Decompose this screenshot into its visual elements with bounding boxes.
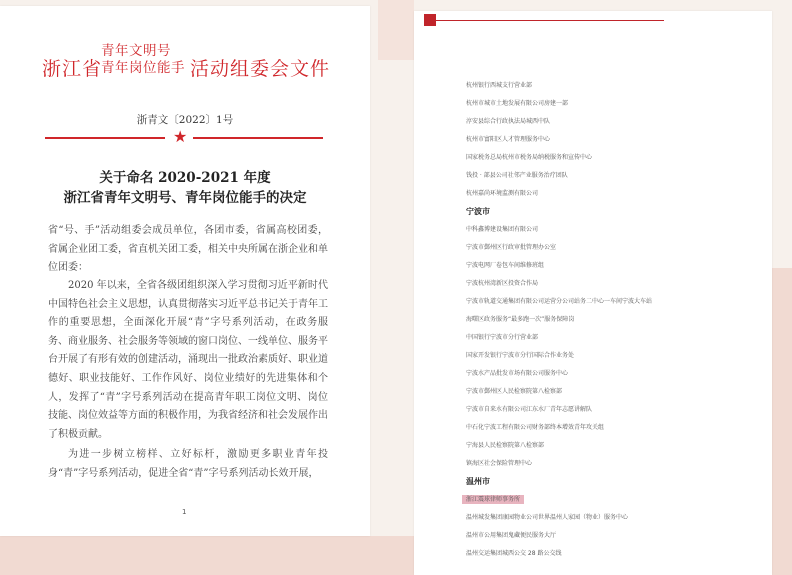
header-province: 浙江省	[42, 58, 103, 80]
city-heading-wenzhou: 温州市	[466, 477, 490, 486]
list-item: 宁波市轨道交通集团有限公司运营分公司站务二中心一车间宁波大车站	[466, 298, 653, 305]
header-activity-names	[101, 43, 185, 77]
list-item: 中石化宁波工程有限公司财务部终本增效青年攻关组	[466, 424, 605, 431]
list-item: 宁波市鄞州区人民检察院第八检察部	[466, 388, 563, 395]
list-item: 杭州嘉尚环境监测有限公司	[466, 190, 539, 197]
list-item: 钱投 · 部县公司社邻产业服务治疗团队	[466, 172, 568, 179]
document-title-line1: 关于命名 2020-2021 年度	[99, 170, 271, 186]
list-item: 国家税务总局杭州市税务局纳税服务和宣传中心	[466, 154, 593, 161]
page-number: 1	[182, 508, 187, 516]
list-item: 海曙区政务服务“最多跑一次”服务保障岗	[466, 316, 575, 323]
document-number: 浙青文〔2022〕1号	[136, 114, 234, 126]
honoree-list	[466, 77, 756, 563]
list-item: 宁波杭州湾新区投资合作局	[466, 280, 539, 287]
highlighted-list-item: 浙江震球律师事务所	[466, 491, 756, 509]
list-item: 宁波水产品批发市场有限公司服务中心	[466, 370, 569, 377]
list-item: 杭州银行西城支行营业部	[466, 82, 533, 89]
document-page-right	[414, 11, 772, 575]
document-page-left	[0, 6, 370, 536]
header-tail: 活动组委会文件	[190, 58, 331, 80]
header-stack-line2: 青年岗位能手	[101, 60, 185, 76]
header-rule-right	[193, 137, 323, 139]
star-icon: ★	[173, 127, 188, 146]
list-item: 温州市公用集团鬼藏便民服务大厅	[466, 532, 557, 539]
city-heading-ningbo: 宁波市	[466, 207, 490, 216]
header-rule-left	[45, 137, 165, 139]
document-title-line2: 浙江省青年文明号、青年岗位能手的决定	[63, 190, 307, 206]
list-item: 温州城发集团康园物业公司世界温州人家园（物业）服务中心	[466, 514, 629, 521]
list-item: 杭州市城市土地发展有限公司房建一部	[466, 100, 569, 107]
document-header	[40, 36, 340, 92]
body-salutation: 省“号、手”活动组委会成员单位，各团市委，省属高校团委，省属企业团工委，省直机关团工委，相关中央所属在浙企业和单位团委：	[48, 225, 328, 274]
list-item: 国家开发银行宁波市分行国际合作业务处	[466, 352, 575, 359]
list-item: 淳安县综合行政执法局城西中队	[466, 118, 551, 125]
list-item: 杭州市富阳区人才管理服务中心	[466, 136, 551, 143]
list-item: 宁波市鄞州区行政审批管理办公室	[466, 244, 557, 251]
list-item: 宁波电网厂卷包车间维修班组	[466, 262, 545, 269]
body-paragraph-2: 为进一步树立榜样、立好标杆，激励更多职业青年投身“青”字号系列活动，促进全省“青”字号系列活动长效开展，	[48, 449, 328, 479]
list-item: 温州交运集团城西公交 28 路公交线	[466, 550, 562, 557]
list-item: 中国银行宁波市分行营业部	[466, 334, 539, 341]
list-item: 镇海区社会保险管理中心	[466, 460, 533, 467]
header-accent-line	[436, 20, 664, 21]
body-paragraph-1: 2020 年以来，全省各级团组织深入学习贯彻习近平新时代中国特色社会主义思想，认真贯彻落实习近平总书记关于青年工作的重要思想，全面深化开展“青”字号系列活动，在政务服务、商业服务、社会服务等领域的窗口岗位、一线单位、服务平台开展了有形有效的创建活动，涌现出一批政治素质好、职业道德好、职业技能好、工作作风好、岗位业绩好的先进集体和个人，发挥了“青”字号系列活动在提高青年职工岗位文明、岗位技能、岗位效益等方面的积极作用，为我省经济和社会发展作出了积极贡献。	[48, 280, 328, 440]
list-item: 中科鑫博建设集团有限公司	[466, 226, 539, 233]
header-stack-line1: 青年文明号	[101, 43, 171, 59]
header-accent-square	[424, 14, 436, 26]
list-item: 宁波市自来水有限公司江东水厂青年志愿讲解队	[466, 406, 593, 413]
list-item: 宁海县人民检察院第八检察部	[466, 442, 545, 449]
